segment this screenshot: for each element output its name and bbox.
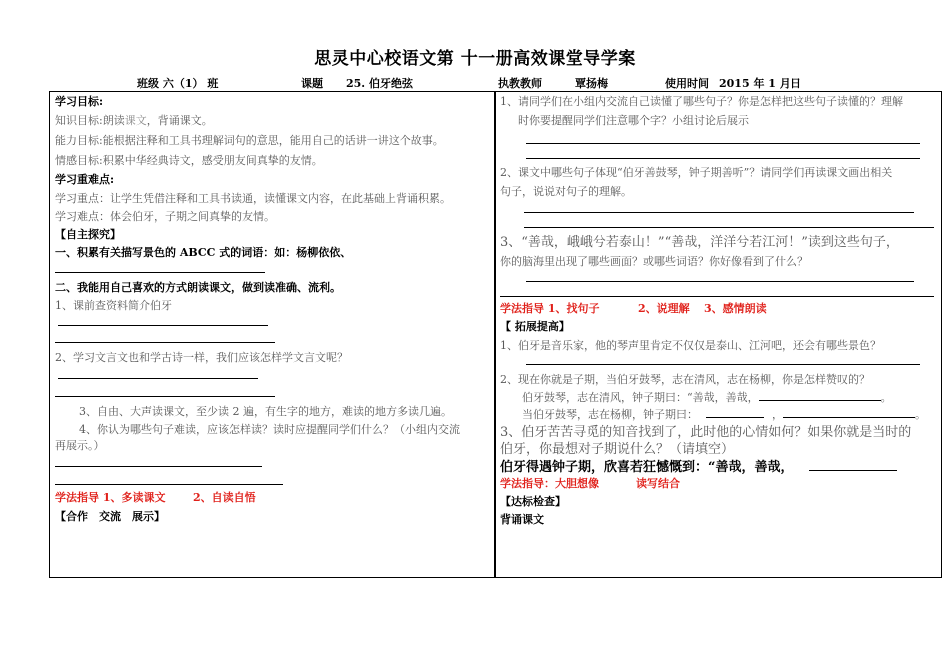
right-q2-cont: 句子，说说对句子的理解。 xyxy=(500,185,632,198)
difficult-point: 学习难点：体会伯牙，子期之间真挚的友情。 xyxy=(55,210,275,223)
right-q1-cont: 时你要提醒同学们注意哪个字？小组讨论后展示 xyxy=(518,114,749,127)
answer-line[interactable] xyxy=(55,466,262,467)
fill-blank[interactable] xyxy=(706,407,764,418)
goal-knowledge: 知识目标:朗读课文，背诵课文。 xyxy=(55,114,213,127)
extend-q1: 1、伯牙是音乐家，他的琴声里肯定不仅仅是泰山、江河吧，还会有哪些景色？ xyxy=(500,339,881,352)
method-guide-right-b: 学法指导：大胆想像 xyxy=(500,477,599,490)
right-q1: 1、请同学们在小组内交流自己读懂了哪些句子？你是怎样把这些句子读懂的？理解 xyxy=(500,95,903,108)
topic-label: 课题 xyxy=(301,77,323,90)
answer-line[interactable] xyxy=(526,143,920,144)
answer-line[interactable] xyxy=(500,296,934,297)
answer-line[interactable] xyxy=(524,212,914,213)
topic-value: 25. 伯牙绝弦 xyxy=(346,77,413,90)
answer-line[interactable] xyxy=(526,158,920,159)
method-guide: 学法指导 1、多读课文 xyxy=(55,491,166,504)
extend-q2-line2: 伯牙鼓琴，志在清风，钟子期曰：“善哉，善哉， 。 xyxy=(522,391,892,404)
extend-q2: 2、现在你就是子期，当伯牙鼓琴，志在清风，志在杨柳，你是怎样赞叹的？ xyxy=(500,373,870,386)
method-guide-right: 学法指导 1、找句子 xyxy=(500,302,600,315)
date-label: 使用时间 xyxy=(665,77,709,90)
cooperate-heading: 【合作 交流 展示】 xyxy=(55,510,165,523)
class-info: 班级 六（1） 班 xyxy=(137,77,219,90)
task-1: 一、积累有关描写景色的 ABCC 式的词语：如：杨柳依依、 xyxy=(55,246,352,259)
method-guide-right-2: 2、说理解 xyxy=(638,302,690,315)
answer-line[interactable] xyxy=(524,227,934,228)
question-4-cont: 再展示。） xyxy=(55,439,105,452)
fill-blank[interactable] xyxy=(783,407,915,418)
method-guide-right-b2: 读写结合 xyxy=(636,477,680,490)
answer-line[interactable] xyxy=(55,396,275,397)
goal-ability: 能力目标:能根据注释和工具书理解词句的意思，能用自己的话讲一讲这个故事。 xyxy=(55,134,444,147)
extend-q3-cont: 伯牙，你最想对子期说什么？（请填空） xyxy=(500,442,735,457)
fill-blank[interactable] xyxy=(759,390,881,401)
extend-q3: 3、伯牙苦苦寻觅的知音找到了，此时他的心情如何？如果你就是当时的 xyxy=(500,425,912,440)
recite-text: 背诵课文 xyxy=(500,513,544,526)
question-3: 3、自由、大声读课文，至少读 2 遍，有生字的地方，难读的地方多读几遍。 xyxy=(79,405,452,418)
task-2: 二、我能用自己喜欢的方式朗读课文，做到读准确、流利。 xyxy=(55,281,341,294)
goals-heading: 学习目标: xyxy=(55,95,104,108)
page-title: 思灵中心校语文第 十一册高效课堂导学案 xyxy=(314,49,636,69)
question-1: 1、课前查资料简介伯牙 xyxy=(55,299,172,312)
extend-heading: 【 拓展提高】 xyxy=(500,320,570,333)
right-q2: 2、课文中哪些句子体现“伯牙善鼓琴，钟子期善听”？请同学们再读课文画出相关 xyxy=(500,166,893,179)
method-guide-2: 2、自读自悟 xyxy=(193,491,256,504)
answer-line[interactable] xyxy=(55,342,275,343)
goal-emotion: 情感目标:积累中华经典诗文，感受朋友间真挚的友情。 xyxy=(55,154,323,167)
date-value: 2015 年 1 月 xyxy=(719,77,791,90)
extend-q3-fill: 伯牙得遇钟子期，欣喜若狂憾慨到：“善哉，善哉， xyxy=(500,458,897,476)
method-guide-right-3: 3、感情朗读 xyxy=(704,302,767,315)
column-divider xyxy=(494,91,496,578)
teacher-label: 执教教师 xyxy=(498,77,542,90)
check-heading: 【达标检查】 xyxy=(500,495,566,508)
day-label: 日 xyxy=(790,77,801,90)
extend-q2-line3: 当伯牙鼓琴，志在杨柳，钟子期曰： ， 。 xyxy=(522,408,926,421)
fill-blank[interactable] xyxy=(809,458,897,471)
key-point: 学习重点：让学生凭借注释和工具书读通，读懂课文内容，在此基础上背诵积累。 xyxy=(55,192,451,205)
right-q3-cont: 你的脑海里出现了哪些画面？或哪些词语？你好像看到了什么？ xyxy=(500,255,808,268)
answer-line[interactable] xyxy=(58,325,268,326)
self-explore-heading: 【自主探究】 xyxy=(55,228,121,241)
answer-line[interactable] xyxy=(55,272,265,273)
right-q3: 3、“善哉，峨峨兮若泰山！”“善哉，洋洋兮若江河！”读到这些句子， xyxy=(500,235,899,250)
key-heading: 学习重难点: xyxy=(55,173,115,186)
answer-line[interactable] xyxy=(58,378,258,379)
question-4: 4、你认为哪些句子难读，应该怎样读？读时应提醒同学们什么？（小组内交流 xyxy=(79,423,460,436)
answer-line[interactable] xyxy=(55,484,283,485)
answer-line[interactable] xyxy=(526,281,914,282)
teacher-value: 覃扬梅 xyxy=(575,77,608,90)
answer-line[interactable] xyxy=(526,364,920,365)
question-2: 2、学习文言文也和学古诗一样，我们应该怎样学文言文呢？ xyxy=(55,351,348,364)
